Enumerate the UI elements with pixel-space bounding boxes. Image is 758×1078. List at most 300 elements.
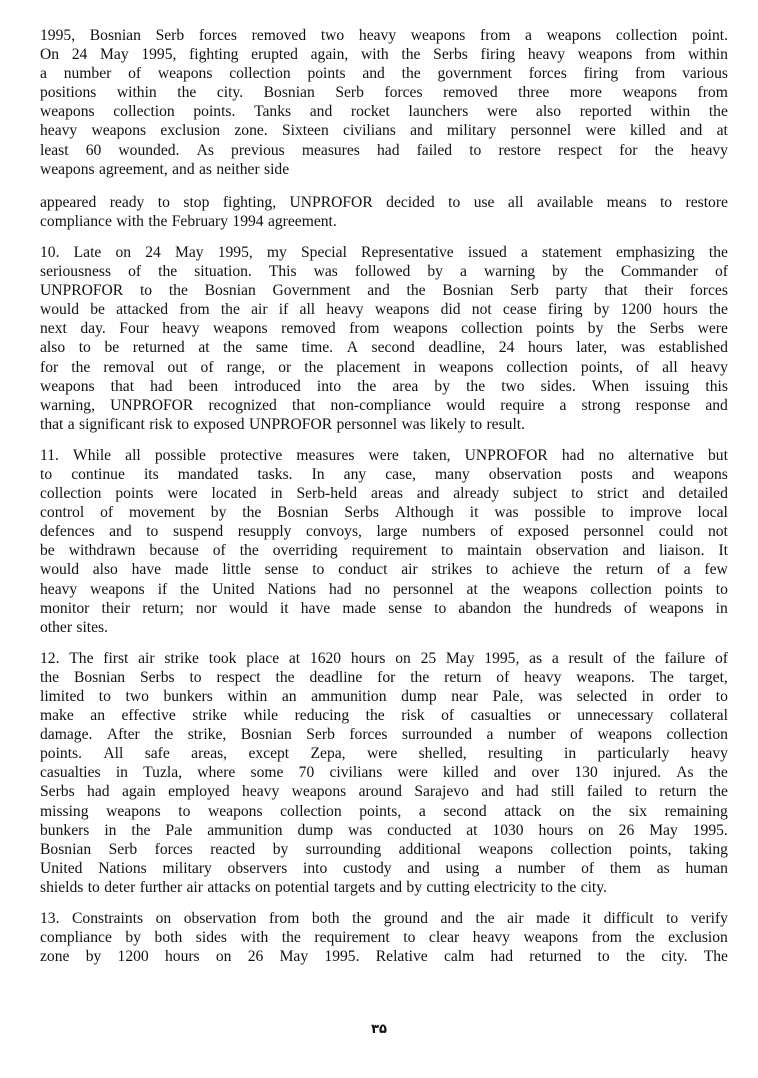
word: removed [281, 320, 336, 338]
word: statement [542, 243, 602, 261]
word: of [714, 263, 728, 281]
word: to [601, 504, 614, 522]
word: were [368, 446, 399, 464]
word: a [460, 263, 467, 281]
word: stop [183, 193, 210, 211]
word: 60 [85, 141, 102, 159]
word: same [255, 339, 288, 357]
word: weapons [410, 27, 466, 44]
word: alternative [628, 446, 694, 464]
word: forces [154, 840, 193, 858]
word: the [573, 561, 593, 579]
word: weapons [213, 320, 268, 338]
word: available [536, 193, 594, 211]
word: points [115, 485, 154, 503]
word: from [645, 46, 676, 64]
word: May [279, 948, 309, 966]
word: exclusion [160, 122, 221, 140]
word: issued [467, 243, 507, 261]
word: had [150, 377, 173, 395]
word: respect [558, 141, 603, 159]
word: area [392, 377, 419, 395]
word: located [211, 485, 257, 503]
word: attack [504, 802, 542, 820]
word: points. [40, 745, 83, 763]
word: resulting [488, 745, 543, 763]
word: When [591, 377, 630, 395]
word: to [403, 929, 416, 947]
word: custody [343, 859, 392, 877]
word: use [473, 193, 495, 211]
word: overriding [272, 542, 338, 560]
word: to [98, 688, 111, 705]
word: failed [586, 783, 623, 801]
word: weapons [91, 122, 147, 140]
word: collection [506, 358, 568, 376]
word: 24 [71, 46, 88, 64]
text-line [40, 193, 728, 212]
word: verify [690, 910, 728, 928]
word: limited [40, 688, 85, 705]
word: a [40, 65, 47, 83]
word: of [100, 504, 114, 522]
word: response [635, 396, 691, 414]
word: weapons [523, 929, 579, 947]
word: large [376, 523, 408, 541]
word: dump [297, 821, 334, 839]
text-line [40, 560, 728, 579]
word: and [410, 122, 433, 140]
word: injured. [612, 764, 662, 782]
word: weapons [90, 580, 145, 598]
word: on [254, 878, 271, 896]
word: air [507, 910, 524, 928]
word: removed [443, 84, 498, 102]
text-line [40, 725, 728, 744]
word: Serb-held [296, 485, 358, 503]
word: make [40, 707, 74, 725]
word: city. [580, 878, 607, 896]
word: of [656, 561, 670, 579]
word: weapons [291, 783, 347, 801]
word: human [685, 859, 728, 877]
word: weapons [673, 465, 728, 483]
word: few [704, 561, 728, 579]
word: protective [220, 446, 283, 464]
text-line [40, 668, 728, 687]
word: employed [168, 783, 230, 801]
word: could [658, 523, 694, 541]
word: first [103, 649, 129, 667]
word: All [103, 745, 124, 763]
word: appeared [40, 193, 97, 211]
word: Serbs [40, 783, 75, 801]
word: the [40, 668, 60, 686]
word: strike [164, 649, 199, 667]
word: the [154, 726, 174, 744]
word: observation [488, 465, 562, 483]
word: positions [40, 84, 97, 102]
word: case, [385, 465, 416, 483]
word: calm [443, 948, 475, 966]
word: additional [398, 840, 461, 858]
word: requirement [351, 542, 428, 560]
word: shelled, [418, 745, 467, 763]
word: to [715, 688, 728, 705]
word: second [371, 339, 415, 357]
text-line [40, 300, 728, 319]
word: sites. [76, 618, 109, 636]
word: Representative [361, 243, 454, 261]
word: Special [301, 243, 347, 261]
word: likely [430, 415, 466, 433]
word: air [186, 878, 203, 896]
text-line [40, 160, 728, 179]
text-line [40, 840, 728, 859]
word: May [649, 821, 678, 839]
word: to [485, 561, 499, 579]
word: a [486, 726, 494, 744]
word: a [551, 649, 559, 667]
word: safe [144, 745, 170, 763]
text-line [40, 909, 728, 928]
word: weapons [207, 802, 263, 820]
text-line [40, 878, 728, 897]
word: convoys, [306, 523, 362, 541]
word: As [196, 141, 214, 159]
word: an [281, 688, 297, 705]
word: exposed [517, 523, 569, 541]
text-line [40, 243, 728, 262]
word: to [666, 910, 679, 928]
word: defences [40, 523, 95, 541]
word: within [688, 46, 728, 64]
word: killed [443, 764, 479, 782]
word: areas [370, 485, 403, 503]
word: the [180, 580, 200, 598]
text-line [40, 415, 728, 434]
word: Pale [165, 821, 193, 839]
word: agreement, [98, 160, 168, 178]
word: in [563, 745, 577, 763]
word: by [406, 878, 422, 896]
word: points, [629, 840, 672, 858]
word: rocket [350, 103, 390, 121]
text-line [40, 821, 728, 840]
word: targets [333, 878, 376, 896]
text-line [40, 782, 728, 801]
word: possible [534, 504, 586, 522]
word: to [634, 783, 647, 801]
word: hundreds [554, 599, 612, 617]
word: to [597, 948, 610, 966]
word: remaining [664, 802, 728, 820]
word: ammunition [311, 688, 387, 705]
word: conduct [338, 561, 388, 579]
word: to [448, 193, 461, 211]
word: if [157, 580, 168, 598]
word: ammunition [207, 821, 283, 839]
word: a [683, 561, 691, 579]
word: the [708, 243, 728, 261]
word: return [605, 561, 644, 579]
word: strikes [431, 561, 473, 579]
text-line [40, 377, 728, 396]
word: compliance [40, 929, 112, 947]
word: exclusion [668, 929, 728, 947]
word: 1995, [217, 243, 253, 261]
word: reacted [210, 840, 256, 858]
word: the [352, 910, 372, 928]
word: in [715, 599, 728, 617]
word: to [312, 561, 325, 579]
word: made [174, 561, 209, 579]
word: the [365, 707, 385, 725]
word: launchers [408, 103, 469, 121]
word: the [475, 910, 495, 928]
word: had [376, 141, 400, 159]
word: heavy [690, 141, 728, 159]
word: but [707, 446, 728, 464]
word: place [246, 649, 280, 667]
word: effective [121, 707, 176, 725]
word: cutting [426, 878, 470, 896]
word: 1994 [232, 212, 264, 230]
word: damage. [40, 726, 93, 744]
word: the [357, 377, 377, 395]
word: were [697, 320, 728, 338]
word: mandated [177, 465, 239, 483]
word: resupply [237, 523, 292, 541]
word: over [531, 764, 560, 782]
word: require [500, 396, 545, 414]
word: by [272, 840, 289, 858]
word: Four [119, 320, 149, 338]
word: also [535, 103, 562, 121]
word: subject [513, 485, 558, 503]
word: measures [301, 141, 360, 159]
word: number [63, 65, 112, 83]
word: collection [666, 726, 728, 744]
word: killed [630, 122, 666, 140]
word: areas, [191, 745, 228, 763]
word: for [40, 358, 59, 376]
word: to [469, 415, 483, 433]
word: next [40, 320, 67, 338]
word: 24 [498, 339, 515, 357]
word: the [410, 668, 430, 686]
word: Relative [375, 948, 428, 966]
word: three [518, 84, 550, 102]
word: were [397, 764, 428, 782]
word: issuing [645, 377, 690, 395]
word: that [110, 377, 135, 395]
word: 1995, [40, 27, 76, 44]
word: by [210, 504, 227, 522]
word: situation. [194, 263, 252, 281]
word: time. [301, 339, 334, 357]
text-line [40, 64, 728, 83]
word: wounded. [118, 141, 180, 159]
word: Commander [620, 263, 698, 281]
word: collection [229, 65, 291, 83]
word: United [40, 859, 83, 877]
word: 1995. [692, 821, 728, 839]
word: decided [386, 193, 435, 211]
word: were [167, 485, 198, 503]
word: restore [685, 193, 728, 211]
word: In [311, 465, 325, 483]
word: observation [535, 542, 609, 560]
word: had [561, 446, 585, 464]
word: Serbs [649, 320, 685, 338]
text-line [40, 102, 728, 121]
word: personnel [583, 523, 645, 541]
word: and [705, 396, 728, 414]
text-line [40, 262, 728, 281]
word: made [536, 910, 570, 928]
word: points [307, 65, 346, 83]
word: restore [498, 141, 541, 159]
word: the [466, 377, 486, 395]
word: made [342, 599, 377, 617]
word: the [242, 504, 262, 522]
word: from [634, 65, 666, 83]
page-number: ۳۵ [371, 1022, 387, 1037]
word: military [446, 122, 497, 140]
word: no [598, 446, 615, 464]
word: the [223, 339, 243, 357]
word: in [104, 821, 117, 839]
word: Late [73, 243, 102, 261]
word: not [707, 523, 728, 541]
word: agreement. [267, 212, 337, 230]
word: as [199, 160, 213, 178]
word: attacked [116, 301, 169, 319]
word: of [128, 263, 142, 281]
word: in [413, 358, 426, 376]
word: firing [547, 301, 583, 319]
word: order [668, 688, 702, 705]
word: and [407, 859, 430, 877]
word: all [662, 358, 678, 376]
word: of [200, 358, 214, 376]
word: more [569, 84, 602, 102]
word: previous [231, 141, 285, 159]
word: some [250, 764, 284, 782]
word: Bosnian [240, 726, 292, 744]
word: the [592, 802, 612, 820]
word: it [582, 910, 592, 928]
word: strong [581, 396, 621, 414]
word: their [644, 282, 674, 300]
word: sense [388, 599, 422, 617]
word: deadline, [428, 339, 486, 357]
word: all [507, 193, 524, 211]
word: improve [629, 504, 682, 522]
text-line [40, 522, 728, 541]
word: on [395, 649, 411, 667]
word: zone [40, 948, 70, 966]
word: heavy [326, 301, 364, 319]
word: non-compliance [330, 396, 431, 414]
word: target, [688, 668, 728, 686]
word: personnel [336, 415, 398, 433]
word: 26 [247, 948, 264, 966]
word: warning, [40, 396, 95, 414]
word: forces [689, 282, 728, 300]
word: continue [71, 465, 125, 483]
word: all [125, 446, 141, 464]
word: result [568, 649, 604, 667]
word: collection [280, 802, 342, 820]
word: an [90, 707, 105, 725]
word: number [507, 726, 556, 744]
word: weapons [478, 840, 534, 858]
text-line [40, 446, 728, 465]
word: at [198, 339, 210, 357]
word: While [72, 446, 112, 464]
word: into [316, 377, 342, 395]
word: surrounding [305, 840, 382, 858]
word: neither [216, 160, 260, 178]
word: weapons [522, 580, 578, 598]
word: the [523, 599, 543, 617]
word: weapons [157, 65, 213, 83]
text-line [40, 580, 728, 599]
word: from [480, 27, 511, 44]
word: weapons [106, 802, 161, 820]
word: and [379, 878, 403, 896]
word: reducing [294, 707, 350, 725]
word: civilians [343, 122, 396, 140]
word: ground [383, 910, 428, 928]
word: to [469, 141, 482, 159]
word: the [304, 358, 324, 376]
word: of [636, 358, 649, 376]
word: their [101, 599, 131, 617]
word: taken, [412, 446, 451, 464]
word: weapons [597, 726, 653, 744]
word: many [435, 465, 470, 483]
word: recognized [208, 396, 277, 414]
word: the [406, 282, 426, 300]
word: from [697, 84, 728, 102]
word: various [682, 65, 728, 83]
word: Bosnian [204, 282, 256, 300]
word: Government [272, 282, 351, 300]
word: heavy [40, 122, 78, 140]
word: by [434, 377, 450, 395]
word: or [278, 358, 292, 376]
word: by [125, 929, 141, 947]
word: Serb [155, 27, 185, 44]
word: strict [597, 485, 629, 503]
word: again [121, 783, 156, 801]
word: within [116, 84, 157, 102]
word: emphasizing [615, 243, 695, 261]
word: UNPROFOR [289, 193, 373, 211]
word: strike [192, 707, 227, 725]
word: by [552, 263, 568, 281]
word: of [496, 668, 510, 686]
word: for [377, 668, 396, 686]
word: and [362, 65, 385, 83]
word: 130 [574, 764, 598, 782]
word: hours [663, 301, 698, 319]
word: failed [416, 141, 453, 159]
word: forces [384, 84, 423, 102]
